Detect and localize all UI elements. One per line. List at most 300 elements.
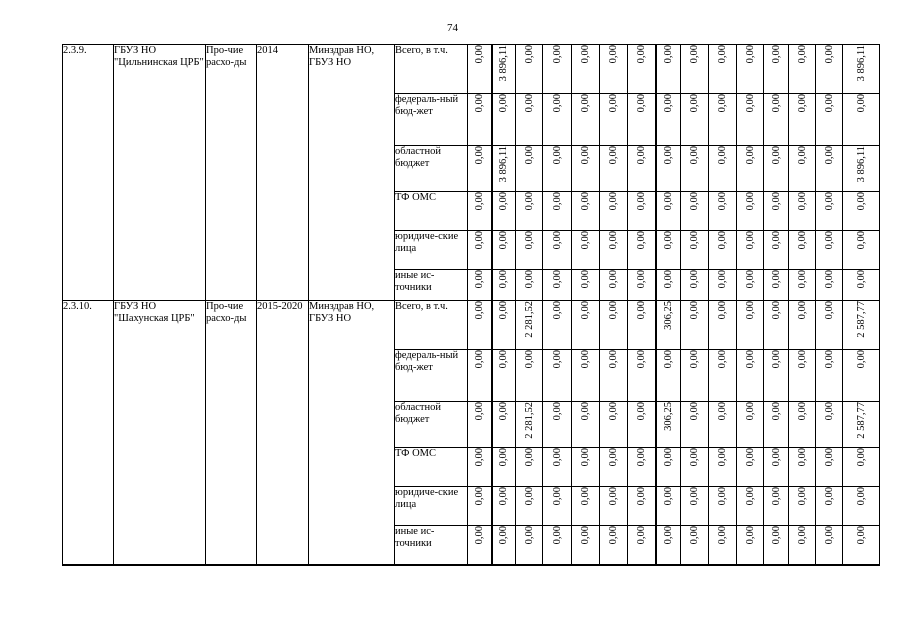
- value-cell: [543, 402, 572, 448]
- value-cell: [543, 45, 572, 94]
- value-cell: [709, 526, 737, 565]
- value-text: 0,00: [744, 448, 756, 467]
- value-text: 0,00: [498, 301, 510, 320]
- value-text: 0,00: [662, 487, 674, 506]
- value-text: 0,00: [689, 526, 700, 545]
- value-text: 0,00: [770, 448, 782, 467]
- value-cell: [764, 45, 789, 94]
- value-cell: [628, 448, 656, 487]
- funding-source: Всего, в т.ч.: [395, 45, 468, 94]
- value-text: 0,00: [689, 402, 700, 421]
- value-cell: [681, 45, 709, 94]
- value-cell: [572, 146, 600, 192]
- value-text: 0,00: [770, 231, 782, 250]
- value-cell: [600, 301, 628, 350]
- value-text: 0,00: [608, 231, 619, 250]
- value-text: 0,00: [744, 270, 756, 289]
- value-text: 0,00: [823, 94, 835, 113]
- value-text: 0,00: [855, 526, 867, 545]
- value-cell: [600, 45, 628, 94]
- value-text: 0,00: [823, 270, 835, 289]
- value-cell: [492, 270, 516, 301]
- value-cell: [737, 231, 764, 270]
- value-cell: [816, 192, 843, 231]
- value-cell: [572, 487, 600, 526]
- value-text: 0,00: [796, 146, 808, 165]
- value-cell: [468, 270, 492, 301]
- value-text: 0,00: [770, 146, 782, 165]
- value-text: 0,00: [770, 526, 782, 545]
- value-cell: [789, 192, 816, 231]
- value-text: 0,00: [635, 526, 647, 545]
- value-text: 306,25: [662, 402, 674, 431]
- value-text: 0,00: [551, 146, 563, 165]
- value-cell: [709, 231, 737, 270]
- value-cell: [468, 94, 492, 146]
- value-text: 0,00: [473, 146, 485, 165]
- value-cell: [600, 192, 628, 231]
- value-cell: [572, 350, 600, 402]
- value-cell: [709, 94, 737, 146]
- value-cell: [543, 146, 572, 192]
- funding-source: Всего, в т.ч.: [395, 301, 468, 350]
- value-cell: [789, 402, 816, 448]
- value-text: 0,00: [551, 94, 563, 113]
- value-text: 0,00: [662, 45, 674, 64]
- value-cell: [492, 301, 516, 350]
- value-cell: [764, 526, 789, 565]
- value-text: 0,00: [662, 526, 674, 545]
- value-text: 0,00: [796, 487, 808, 506]
- value-text: 0,00: [770, 45, 782, 64]
- value-text: 0,00: [551, 526, 563, 545]
- value-cell: [628, 94, 656, 146]
- value-cell: [572, 526, 600, 565]
- value-text: 0,00: [635, 270, 647, 289]
- value-cell: [816, 270, 843, 301]
- value-text: 0,00: [498, 487, 510, 506]
- value-cell: [492, 402, 516, 448]
- value-text: 0,00: [635, 350, 647, 369]
- period: 2014: [257, 45, 309, 301]
- funding-source: областной бюджет: [395, 146, 468, 192]
- value-text: 0,00: [580, 94, 591, 113]
- value-cell: [816, 94, 843, 146]
- value-text: 0,00: [523, 146, 535, 165]
- executor: Минздрав НО, ГБУЗ НО: [309, 45, 395, 301]
- value-cell: [600, 448, 628, 487]
- value-text: 2 281,52: [523, 301, 535, 338]
- value-text: 0,00: [473, 402, 485, 421]
- value-text: 0,00: [473, 526, 485, 545]
- value-cell: [516, 301, 543, 350]
- value-text: 0,00: [523, 350, 535, 369]
- value-cell: [492, 487, 516, 526]
- value-cell: [789, 231, 816, 270]
- value-cell: [764, 231, 789, 270]
- value-cell: [468, 192, 492, 231]
- value-cell: [543, 448, 572, 487]
- value-cell: [516, 526, 543, 565]
- value-cell: [572, 270, 600, 301]
- value-text: 0,00: [523, 94, 535, 113]
- value-text: 0,00: [551, 192, 563, 211]
- value-text: 0,00: [551, 231, 563, 250]
- value-text: 0,00: [855, 231, 867, 250]
- value-text: 0,00: [662, 146, 674, 165]
- value-text: 0,00: [744, 526, 756, 545]
- value-text: 0,00: [580, 45, 591, 64]
- value-text: 0,00: [551, 301, 563, 320]
- value-text: 0,00: [717, 448, 728, 467]
- value-cell: [543, 350, 572, 402]
- value-text: 0,00: [689, 146, 700, 165]
- value-text: 0,00: [855, 448, 867, 467]
- value-text: 0,00: [823, 526, 835, 545]
- value-text: 0,00: [635, 301, 647, 320]
- value-cell: [681, 146, 709, 192]
- value-cell: [764, 448, 789, 487]
- value-text: 0,00: [717, 301, 728, 320]
- value-cell: [816, 402, 843, 448]
- value-cell: [789, 94, 816, 146]
- value-cell: [516, 448, 543, 487]
- value-cell: [709, 192, 737, 231]
- value-cell: [843, 94, 880, 146]
- value-cell: [543, 526, 572, 565]
- value-text: 0,00: [498, 270, 510, 289]
- value-text: 0,00: [635, 231, 647, 250]
- value-cell: [709, 146, 737, 192]
- value-cell: [516, 402, 543, 448]
- value-cell: [628, 45, 656, 94]
- value-cell: [656, 270, 681, 301]
- row-number: 2.3.10.: [63, 301, 114, 565]
- value-text: 0,00: [689, 45, 700, 64]
- value-text: 0,00: [523, 231, 535, 250]
- value-cell: [516, 350, 543, 402]
- period: 2015-2020: [257, 301, 309, 565]
- value-cell: [656, 192, 681, 231]
- value-text: 0,00: [635, 94, 647, 113]
- value-cell: [468, 402, 492, 448]
- value-cell: [468, 350, 492, 402]
- value-text: 0,00: [551, 402, 563, 421]
- value-cell: [737, 487, 764, 526]
- value-text: 0,00: [662, 192, 674, 211]
- value-text: 0,00: [551, 45, 563, 64]
- value-cell: [709, 270, 737, 301]
- value-text: 0,00: [580, 146, 591, 165]
- funding-source: федераль-ный бюд-жет: [395, 94, 468, 146]
- value-cell: [600, 350, 628, 402]
- value-text: 0,00: [823, 402, 835, 421]
- value-text: 0,00: [580, 231, 591, 250]
- value-text: 0,00: [498, 448, 510, 467]
- value-text: 0,00: [473, 45, 485, 64]
- value-text: 0,00: [796, 231, 808, 250]
- value-cell: [628, 270, 656, 301]
- value-cell: [681, 402, 709, 448]
- executor: Минздрав НО, ГБУЗ НО: [309, 301, 395, 565]
- value-cell: [628, 231, 656, 270]
- value-cell: [572, 45, 600, 94]
- value-cell: [600, 402, 628, 448]
- value-text: 0,00: [662, 350, 674, 369]
- value-text: 0,00: [608, 94, 619, 113]
- value-text: 0,00: [796, 402, 808, 421]
- value-cell: [789, 526, 816, 565]
- value-cell: [628, 487, 656, 526]
- value-text: 0,00: [523, 192, 535, 211]
- value-text: 0,00: [580, 350, 591, 369]
- value-text: 0,00: [523, 45, 535, 64]
- value-cell: [468, 146, 492, 192]
- value-cell: [656, 526, 681, 565]
- value-cell: [737, 94, 764, 146]
- value-cell: [737, 301, 764, 350]
- funding-source: федераль-ный бюд-жет: [395, 350, 468, 402]
- value-text: 0,00: [717, 94, 728, 113]
- value-text: 0,00: [744, 402, 756, 421]
- organization-name: ГБУЗ НО "Цильнинская ЦРБ": [114, 45, 206, 301]
- value-text: 0,00: [689, 94, 700, 113]
- value-text: 0,00: [551, 350, 563, 369]
- value-cell: [816, 526, 843, 565]
- value-cell: [572, 448, 600, 487]
- value-cell: [709, 448, 737, 487]
- value-cell: [816, 487, 843, 526]
- value-text: 0,00: [855, 94, 867, 113]
- value-cell: [737, 270, 764, 301]
- value-cell: [681, 231, 709, 270]
- value-text: 0,00: [608, 526, 619, 545]
- value-text: 0,00: [608, 350, 619, 369]
- value-cell: [709, 487, 737, 526]
- value-cell: [656, 301, 681, 350]
- value-cell: [764, 350, 789, 402]
- value-text: 0,00: [823, 301, 835, 320]
- value-text: 0,00: [823, 487, 835, 506]
- value-text: 0,00: [473, 94, 485, 113]
- value-text: 0,00: [744, 301, 756, 320]
- value-text: 0,00: [717, 192, 728, 211]
- value-text: 0,00: [689, 350, 700, 369]
- value-cell: [709, 301, 737, 350]
- value-text: 0,00: [689, 192, 700, 211]
- value-text: 0,00: [580, 301, 591, 320]
- value-cell: [516, 45, 543, 94]
- value-cell: [600, 526, 628, 565]
- value-text: 0,00: [580, 487, 591, 506]
- value-text: 0,00: [823, 448, 835, 467]
- value-cell: [816, 45, 843, 94]
- value-text: 0,00: [523, 270, 535, 289]
- value-cell: [628, 526, 656, 565]
- value-text: 0,00: [796, 45, 808, 64]
- value-text: 0,00: [551, 487, 563, 506]
- row-number: 2.3.9.: [63, 45, 114, 301]
- value-cell: [600, 270, 628, 301]
- value-text: 0,00: [473, 231, 485, 250]
- value-cell: [468, 526, 492, 565]
- value-cell: [681, 301, 709, 350]
- value-cell: [681, 192, 709, 231]
- value-cell: [789, 487, 816, 526]
- value-cell: [516, 192, 543, 231]
- value-text: 0,00: [689, 301, 700, 320]
- value-cell: [572, 301, 600, 350]
- value-text: 3 896,11: [498, 45, 510, 82]
- value-text: 0,00: [551, 270, 563, 289]
- value-text: 0,00: [498, 350, 510, 369]
- value-cell: [543, 231, 572, 270]
- value-text: 0,00: [635, 192, 647, 211]
- expense-type: Про-чие расхо-ды: [206, 45, 257, 301]
- value-text: 0,00: [608, 448, 619, 467]
- value-text: 0,00: [823, 231, 835, 250]
- value-cell: [764, 94, 789, 146]
- value-cell: [737, 146, 764, 192]
- value-text: 0,00: [770, 301, 782, 320]
- value-cell: [843, 487, 880, 526]
- funding-source: областной бюджет: [395, 402, 468, 448]
- value-text: 0,00: [744, 487, 756, 506]
- value-text: 0,00: [498, 231, 510, 250]
- value-cell: [764, 487, 789, 526]
- value-text: 0,00: [855, 192, 867, 211]
- value-text: 0,00: [608, 301, 619, 320]
- funding-source: ТФ ОМС: [395, 192, 468, 231]
- value-text: 3 896,11: [855, 146, 867, 183]
- value-cell: [543, 487, 572, 526]
- value-cell: [789, 301, 816, 350]
- value-text: 0,00: [744, 94, 756, 113]
- value-cell: [789, 448, 816, 487]
- value-text: 0,00: [580, 448, 591, 467]
- value-cell: [543, 94, 572, 146]
- value-text: 0,00: [689, 231, 700, 250]
- value-cell: [764, 192, 789, 231]
- value-cell: [737, 45, 764, 94]
- value-cell: [628, 350, 656, 402]
- value-text: 0,00: [608, 402, 619, 421]
- value-cell: [737, 192, 764, 231]
- value-text: 0,00: [770, 192, 782, 211]
- value-cell: [572, 192, 600, 231]
- value-text: 0,00: [744, 45, 756, 64]
- value-text: 0,00: [796, 350, 808, 369]
- value-cell: [492, 45, 516, 94]
- value-text: 0,00: [662, 94, 674, 113]
- value-text: 0,00: [823, 350, 835, 369]
- value-text: 0,00: [744, 350, 756, 369]
- value-cell: [516, 94, 543, 146]
- value-cell: [628, 192, 656, 231]
- value-text: 0,00: [580, 402, 591, 421]
- value-cell: [492, 448, 516, 487]
- value-cell: [681, 270, 709, 301]
- value-cell: [737, 448, 764, 487]
- value-text: 0,00: [770, 350, 782, 369]
- value-text: 3 896,11: [855, 45, 867, 82]
- value-cell: [492, 231, 516, 270]
- value-text: 0,00: [717, 487, 728, 506]
- value-cell: [572, 402, 600, 448]
- value-text: 0,00: [635, 45, 647, 64]
- value-cell: [572, 94, 600, 146]
- value-cell: [656, 231, 681, 270]
- value-cell: [816, 350, 843, 402]
- page-number: 74: [447, 22, 458, 34]
- value-text: 0,00: [717, 350, 728, 369]
- value-text: 0,00: [717, 146, 728, 165]
- value-text: 0,00: [796, 301, 808, 320]
- value-text: 0,00: [473, 350, 485, 369]
- value-text: 0,00: [717, 45, 728, 64]
- value-text: 0,00: [473, 448, 485, 467]
- value-text: 0,00: [608, 146, 619, 165]
- value-cell: [789, 146, 816, 192]
- value-text: 0,00: [823, 192, 835, 211]
- value-cell: [468, 448, 492, 487]
- value-text: 306,25: [662, 301, 674, 330]
- value-cell: [843, 448, 880, 487]
- value-text: 2 587,77: [855, 301, 867, 338]
- value-text: 2 281,52: [523, 402, 535, 439]
- value-cell: [843, 350, 880, 402]
- table-row: [63, 45, 880, 94]
- value-text: 0,00: [608, 192, 619, 211]
- value-cell: [681, 448, 709, 487]
- value-cell: [628, 301, 656, 350]
- value-text: 0,00: [473, 301, 485, 320]
- value-text: 0,00: [855, 350, 867, 369]
- value-cell: [764, 146, 789, 192]
- funding-source: юридиче-ские лица: [395, 231, 468, 270]
- value-cell: [516, 487, 543, 526]
- value-text: 0,00: [523, 487, 535, 506]
- value-text: 0,00: [717, 270, 728, 289]
- value-cell: [492, 350, 516, 402]
- value-text: 0,00: [855, 270, 867, 289]
- value-text: 0,00: [523, 526, 535, 545]
- value-cell: [764, 301, 789, 350]
- value-cell: [543, 192, 572, 231]
- value-cell: [843, 526, 880, 565]
- value-cell: [656, 448, 681, 487]
- value-cell: [572, 231, 600, 270]
- value-cell: [843, 192, 880, 231]
- value-text: 0,00: [744, 192, 756, 211]
- value-cell: [656, 402, 681, 448]
- value-text: 0,00: [662, 448, 674, 467]
- value-cell: [492, 526, 516, 565]
- value-text: 0,00: [635, 448, 647, 467]
- value-text: 0,00: [770, 487, 782, 506]
- value-text: 0,00: [580, 192, 591, 211]
- value-text: 0,00: [796, 526, 808, 545]
- value-cell: [843, 402, 880, 448]
- value-text: 0,00: [689, 448, 700, 467]
- value-text: 0,00: [498, 402, 510, 421]
- value-text: 0,00: [635, 487, 647, 506]
- value-cell: [468, 487, 492, 526]
- value-text: 0,00: [635, 402, 647, 421]
- value-cell: [628, 402, 656, 448]
- value-cell: [468, 301, 492, 350]
- value-cell: [600, 94, 628, 146]
